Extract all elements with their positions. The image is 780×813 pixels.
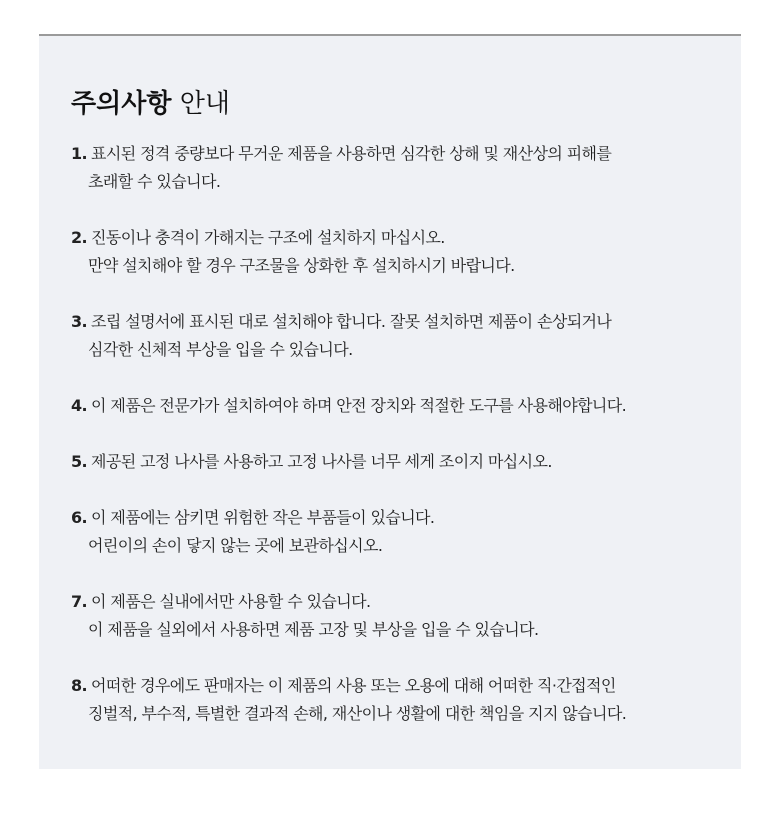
- caution-item-3: [71, 308, 736, 364]
- item-text: 이 제품은 실내에서만 사용할 수 있습니다.: [91, 592, 371, 611]
- item-text: 진동이나 충격이 가해지는 구조에 설치하지 마십시오.: [91, 228, 445, 247]
- caution-item-2: [71, 224, 736, 280]
- caution-item-8: [71, 672, 736, 728]
- caution-line: [71, 448, 736, 476]
- page-title: [71, 88, 230, 120]
- caution-line: 징벌적, 부수적, 특별한 결과적 손해, 재산이나 생활에 대한 책임을 지지 않습니다.: [88, 704, 627, 723]
- item-number: 5.: [71, 452, 88, 471]
- item-text: 표시된 정격 중량보다 무거운 제품을 사용하면 심각한 상해 및 재산상의 피해를: [91, 144, 612, 163]
- item-number: 6.: [71, 508, 88, 527]
- title-regular: 안내: [179, 89, 230, 119]
- caution-line: 초래할 수 있습니다.: [88, 172, 221, 191]
- item-number: 8.: [71, 676, 88, 695]
- caution-item-4: [71, 392, 736, 420]
- caution-line: [71, 672, 736, 700]
- caution-list: [71, 140, 736, 756]
- item-number: 1.: [71, 144, 88, 163]
- item-text: 어떠한 경우에도 판매자는 이 제품의 사용 또는 오용에 대해 어떠한 직·간접적인: [91, 676, 616, 695]
- caution-item-6: [71, 504, 736, 560]
- item-text: 이 제품에는 삼키면 위험한 작은 부품들이 있습니다.: [91, 508, 435, 527]
- item-number: 3.: [71, 312, 88, 331]
- caution-item-5: [71, 448, 736, 476]
- caution-line: [71, 504, 736, 532]
- caution-line: [71, 308, 736, 336]
- item-text: 제공된 고정 나사를 사용하고 고정 나사를 너무 세게 조이지 마십시오.: [91, 452, 552, 471]
- caution-line: 이 제품을 실외에서 사용하면 제품 고장 및 부상을 입을 수 있습니다.: [88, 620, 539, 639]
- caution-line: 어린이의 손이 닿지 않는 곳에 보관하십시오.: [88, 536, 383, 555]
- caution-line: 심각한 신체적 부상을 입을 수 있습니다.: [88, 340, 353, 359]
- item-text: 조립 설명서에 표시된 대로 설치해야 합니다. 잘못 설치하면 제품이 손상되거나: [91, 312, 612, 331]
- item-number: 2.: [71, 228, 88, 247]
- caution-line: 만약 설치해야 할 경우 구조물을 상화한 후 설치하시기 바랍니다.: [88, 256, 515, 275]
- caution-line: [71, 224, 736, 252]
- caution-line: [71, 140, 736, 168]
- title-bold: 주의사항: [71, 89, 172, 119]
- caution-item-1: [71, 140, 736, 196]
- notice-panel: [39, 34, 741, 769]
- caution-line: [71, 588, 736, 616]
- caution-item-7: [71, 588, 736, 644]
- caution-line: [71, 392, 736, 420]
- item-text: 이 제품은 전문가가 설치하여야 하며 안전 장치와 적절한 도구를 사용해야합니다.: [91, 396, 627, 415]
- item-number: 7.: [71, 592, 88, 611]
- item-number: 4.: [71, 396, 88, 415]
